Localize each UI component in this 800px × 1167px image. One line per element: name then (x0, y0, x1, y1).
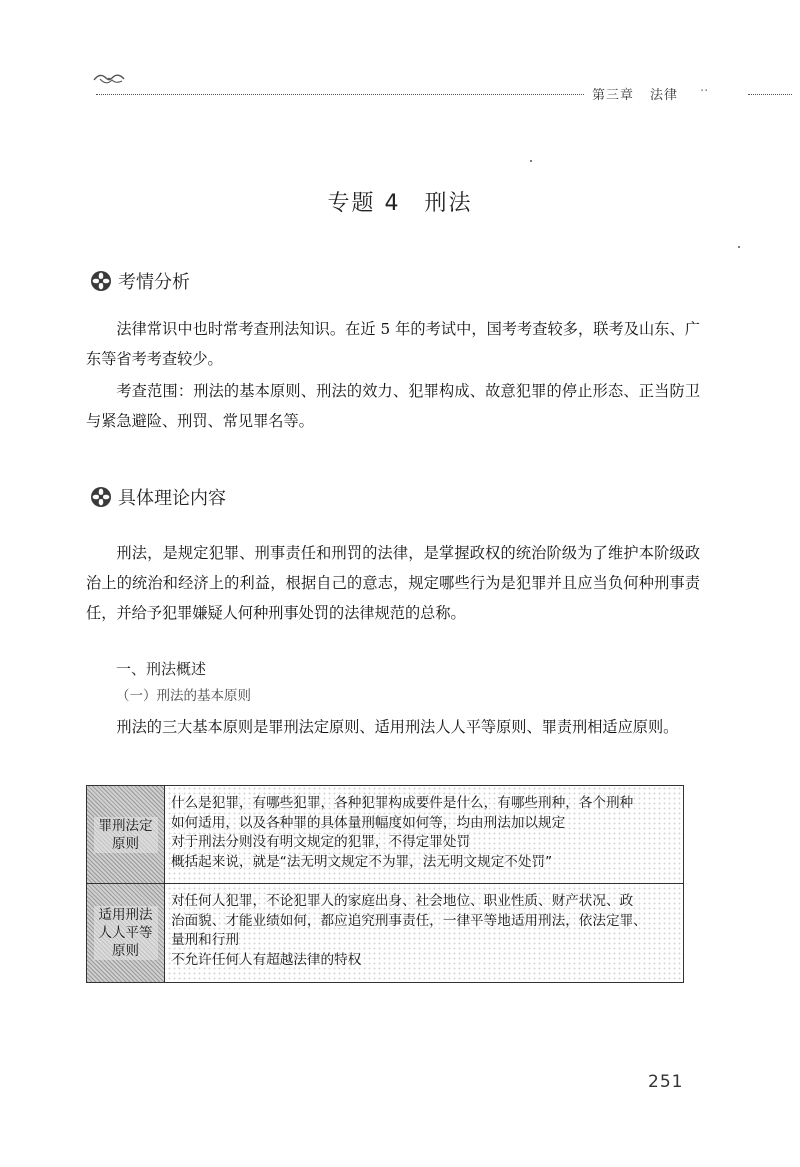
analysis-paragraph-1: 法律常识中也时常考查刑法知识。在近 5 年的考试中，国考考查较多，联考及山东、广东等省考考查较少。 (86, 320, 700, 368)
sub-heading: （一）刑法的基本原则 (116, 688, 251, 704)
table-row (87, 786, 683, 884)
section-theory-label: 具体理论内容 (118, 488, 226, 509)
row-label-line: 原则 (112, 835, 139, 852)
content-line: 对于刑法分则没有明文规定的犯罪，不得定罪处罚 (171, 834, 471, 850)
title-prefix: 专题 (327, 191, 376, 216)
content-line: 量刑和行刑 (171, 932, 239, 948)
scan-speck (738, 246, 740, 248)
row-content-cell (171, 892, 679, 970)
scan-speck (530, 160, 532, 162)
header-subject: 法律 (650, 88, 679, 103)
table-row (87, 884, 683, 982)
title-name: 刑法 (424, 191, 473, 216)
running-header (592, 84, 678, 103)
topic-title (0, 186, 800, 217)
principles-table (86, 785, 684, 983)
bird-logo-icon (92, 70, 126, 88)
section-analysis-label: 考情分析 (118, 272, 190, 293)
title-number: 4 (384, 191, 401, 216)
row-label-cell (87, 884, 165, 982)
header-trail: ·· (700, 84, 709, 99)
theory-intro-paragraph: 刑法，是规定犯罪、刑事责任和刑罚的法律，是掌握政权的统治阶级为了维护本阶级政治上的统治和经济上的利益，根据自己的意志，规定哪些行为是犯罪并且应当负何种刑事责任，并给予犯罪嫌疑人何种刑事处罚的法律规范的总称。 (86, 544, 700, 622)
section-heading-theory (90, 484, 226, 510)
page-number: 251 (648, 1072, 684, 1092)
content-line: 不允许任何人有超越法律的特权 (171, 951, 362, 968)
row-label-line: 罪刑法定 (98, 817, 153, 834)
content-line: 概括起来说，就是“法无明文规定不为罪，法无明文规定不处罚” (171, 853, 553, 870)
content-line: 如何适用，以及各种罪的具体量刑幅度如何等，均由刑法加以规定 (171, 814, 566, 831)
principles-intro-paragraph: 刑法的三大基本原则是罪刑法定原则、适用刑法人人平等原则、罪责刑相适应原则。 (116, 718, 679, 736)
flower-emblem-icon (90, 486, 112, 508)
section-heading-analysis (90, 268, 190, 294)
content-line: 什么是犯罪，有哪些犯罪，各种犯罪构成要件是什么，有哪些刑种，各个刑种 (171, 795, 634, 811)
row-label-cell (87, 786, 165, 883)
flower-emblem-icon (90, 270, 112, 292)
row-label-line: 人人平等 (98, 925, 153, 941)
row-label-line: 原则 (112, 943, 139, 959)
header-rule-right (748, 94, 792, 95)
header-chapter: 第三章 (592, 88, 635, 103)
content-line: 治面貌、才能业绩如何，都应追究刑事责任，一律平等地适用刑法，依法定罪、 (171, 912, 647, 929)
row-content-cell (171, 794, 679, 872)
analysis-paragraph-2: 考查范围：刑法的基本原则、刑法的效力、犯罪构成、故意犯罪的停止形态、正当防卫与紧急避险、刑罚、常见罪名等。 (86, 382, 700, 430)
content-line: 对任何人犯罪，不论犯罪人的家庭出身、社会地位、职业性质、财产状况、政 (171, 893, 634, 909)
row-label-line: 适用刑法 (98, 907, 153, 923)
outline-heading: 一、刑法概述 (116, 660, 207, 678)
header-rule-left (96, 94, 584, 95)
